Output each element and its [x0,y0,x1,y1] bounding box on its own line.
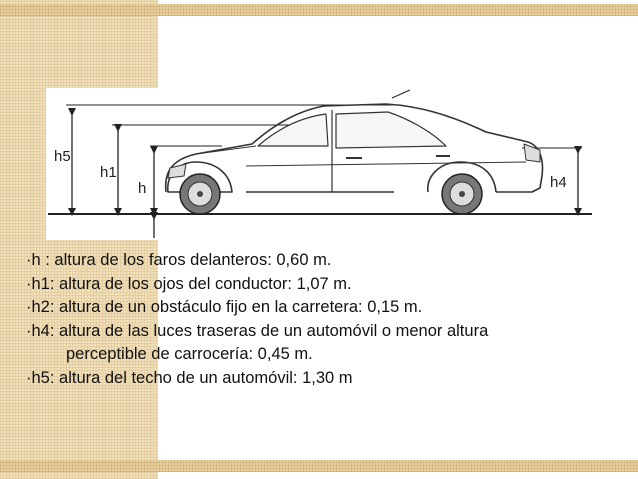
legend-text-block [26,249,616,390]
legend-line-h: ·h : altura de los faros delanteros: 0,60 m. [26,251,332,269]
h5-label: h5 [54,148,71,165]
h1-label: h1 [100,164,117,181]
sedan-car-outline [166,104,543,192]
top-decorative-band [0,4,638,16]
h4-label: h4 [550,174,567,191]
car-diagram-svg [46,88,594,240]
legend-line-h4-continued: perceptible de carrocería: 0,45 m. [66,345,313,363]
front-wheel [180,174,220,214]
pointer-line [392,90,410,98]
legend-line-h5: ·h5: altura del techo de un automóvil: 1,30 m [26,368,353,387]
legend-line-h4: ·h4: altura de las luces traseras de un automóvil o menor altura [26,321,489,340]
bottom-decorative-band [0,460,638,472]
car-height-diagram [46,88,594,240]
legend-line-h1: ·h1: altura de los ojos del conductor: 1,07 m. [26,274,352,293]
h-label: h [138,180,147,197]
legend-line-h2: ·h2: altura de un obstáculo fijo en la carretera: 0,15 m. [26,298,423,316]
rear-wheel [442,174,482,214]
